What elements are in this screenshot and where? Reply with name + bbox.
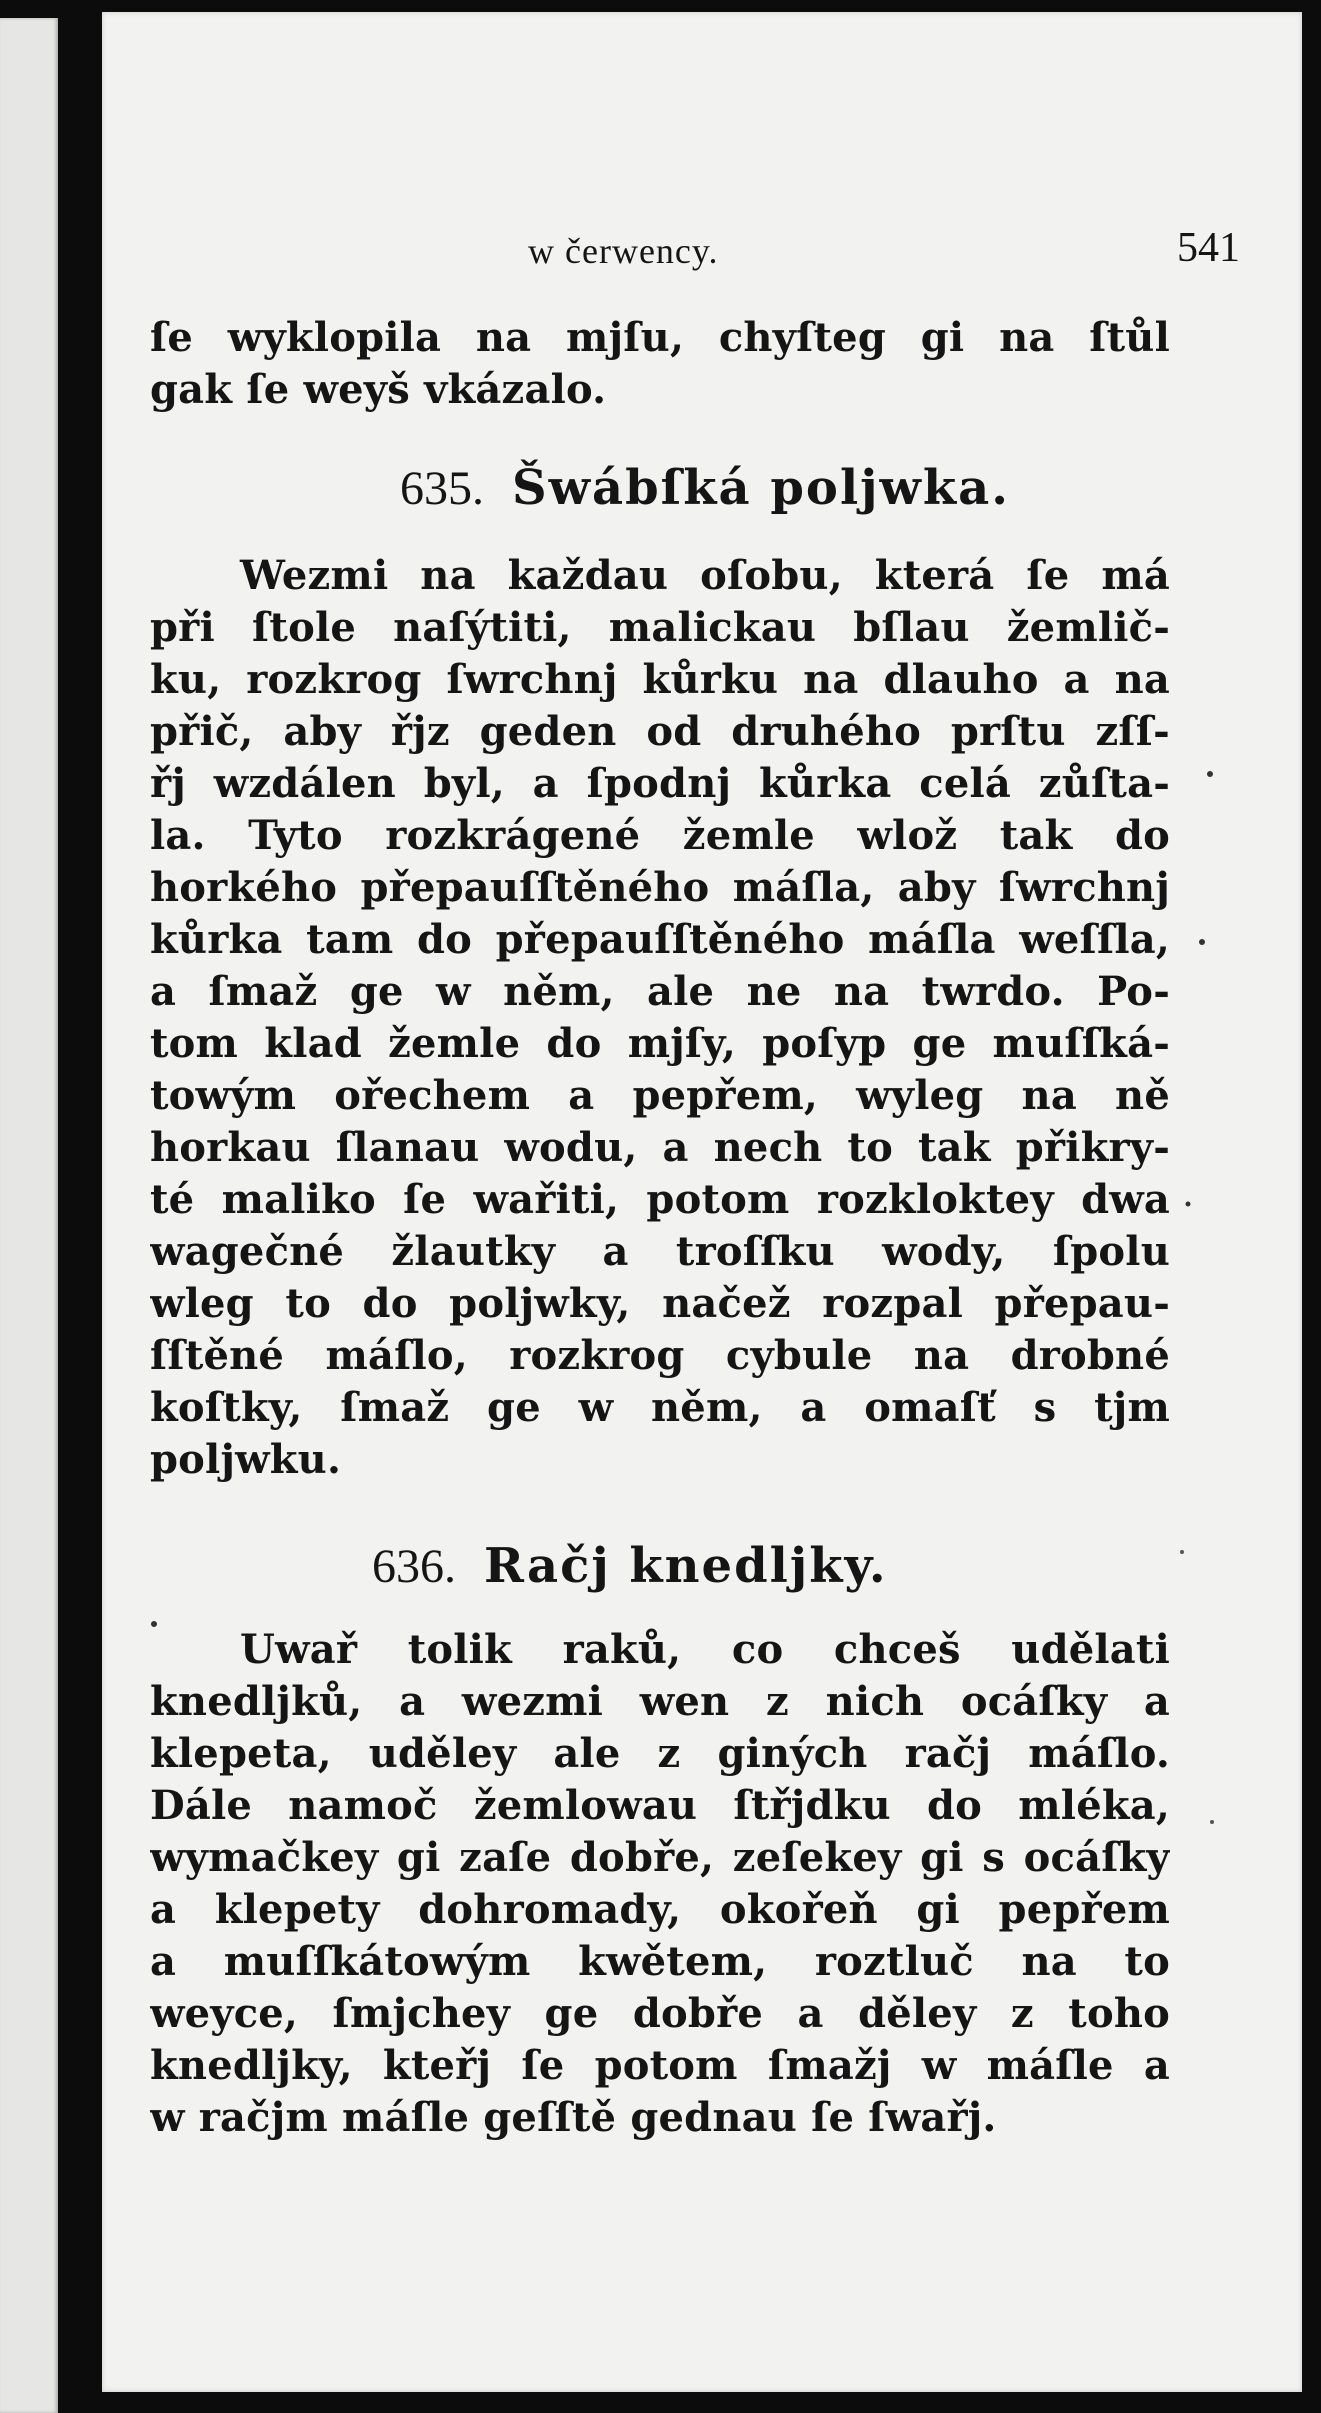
page-number: 541: [1177, 225, 1240, 271]
text-line: knedljky, kteřj ſe potom ſmažj w máſle a: [150, 2042, 1170, 2089]
text-line: tom klad žemle do mjſy, poſyp ge muſſká-: [150, 1020, 1170, 1067]
text-line: gak ſe weyš vkázalo.: [150, 366, 607, 413]
text-line: té maliko ſe wařiti, potom rozkloktey dwa: [150, 1176, 1170, 1223]
text-line: a ſmaž ge w něm, ale ne na twrdo. Po-: [150, 968, 1170, 1015]
text-line: horkého přepauſſtěného máſla, aby ſwrchnj: [150, 864, 1170, 911]
text-line: weyce, ſmjchey ge dobře a děley z toho: [150, 1990, 1170, 2037]
text-line: Uwař tolik raků, co chceš udělati: [240, 1626, 1170, 1673]
text-line: kůrka tam do přepauſſtěného máſla weſſla,: [150, 916, 1170, 963]
text-line: ſe wyklopila na mjſu, chyſteg gi na ſtůl: [150, 314, 1170, 361]
running-header: [150, 220, 1260, 280]
recipe-heading: [400, 460, 1010, 516]
book-page: [102, 12, 1302, 2392]
recipe-title: Račj knedljky.: [484, 1538, 888, 1594]
text-line: přič, aby řjz geden od druhého prſtu zſſ-: [150, 708, 1170, 755]
running-title: w čerwency.: [528, 231, 719, 271]
text-line: klepeta, uděley ale z giných račj máſlo.: [150, 1730, 1170, 1777]
text-line: řj wzdálen byl, a ſpodnj kůrka celá zůſta-: [150, 760, 1170, 807]
recipe-number: 635.: [400, 462, 484, 515]
text-line: a muſſkátowým kwětem, roztluč na to: [150, 1938, 1170, 1985]
text-line: towým ořechem a pepřem, wyleg na ně: [150, 1072, 1170, 1119]
adjacent-page-edge: [0, 18, 58, 2413]
text-line: la. Tyto rozkrágené žemle wlož tak do: [150, 812, 1170, 859]
recipe-heading: [372, 1538, 888, 1594]
text-line: koſtky, ſmaž ge w něm, a omaſť s tjm: [150, 1384, 1170, 1431]
text-line: wymačkey gi zaſe dobře, zeſekey gi s ocáſky: [150, 1834, 1170, 1881]
text-line: wleg to do poljwky, načež rozpal přepau-: [150, 1280, 1170, 1327]
text-line: Wezmi na každau oſobu, která ſe má: [240, 552, 1170, 599]
text-line: knedljků, a wezmi wen z nich ocáſky a: [150, 1678, 1170, 1725]
text-line: při ſtole naſýtiti, malickau bſlau žemlič-: [150, 604, 1170, 651]
text-line: horkau ſlanau wodu, a nech to tak přikry-: [150, 1124, 1170, 1171]
text-line: ku, rozkrog ſwrchnj kůrku na dlauho a na: [150, 656, 1170, 703]
recipe-number: 636.: [372, 1540, 456, 1593]
text-line: wagečné žlautky a troſſku wody, ſpolu: [150, 1228, 1170, 1275]
text-line: ſſtěné máſlo, rozkrog cybule na drobné: [150, 1332, 1170, 1379]
recipe-title: Šwábſká poljwka.: [512, 460, 1010, 516]
text-line: Dále namoč žemlowau ſtřjdku do mléka,: [150, 1782, 1170, 1829]
text-line: poljwku.: [150, 1436, 342, 1483]
text-line: a klepety dohromady, okořeň gi pepřem: [150, 1886, 1170, 1933]
text-line: w račjm máſle geſſtě gednau ſe ſwařj.: [150, 2094, 997, 2141]
